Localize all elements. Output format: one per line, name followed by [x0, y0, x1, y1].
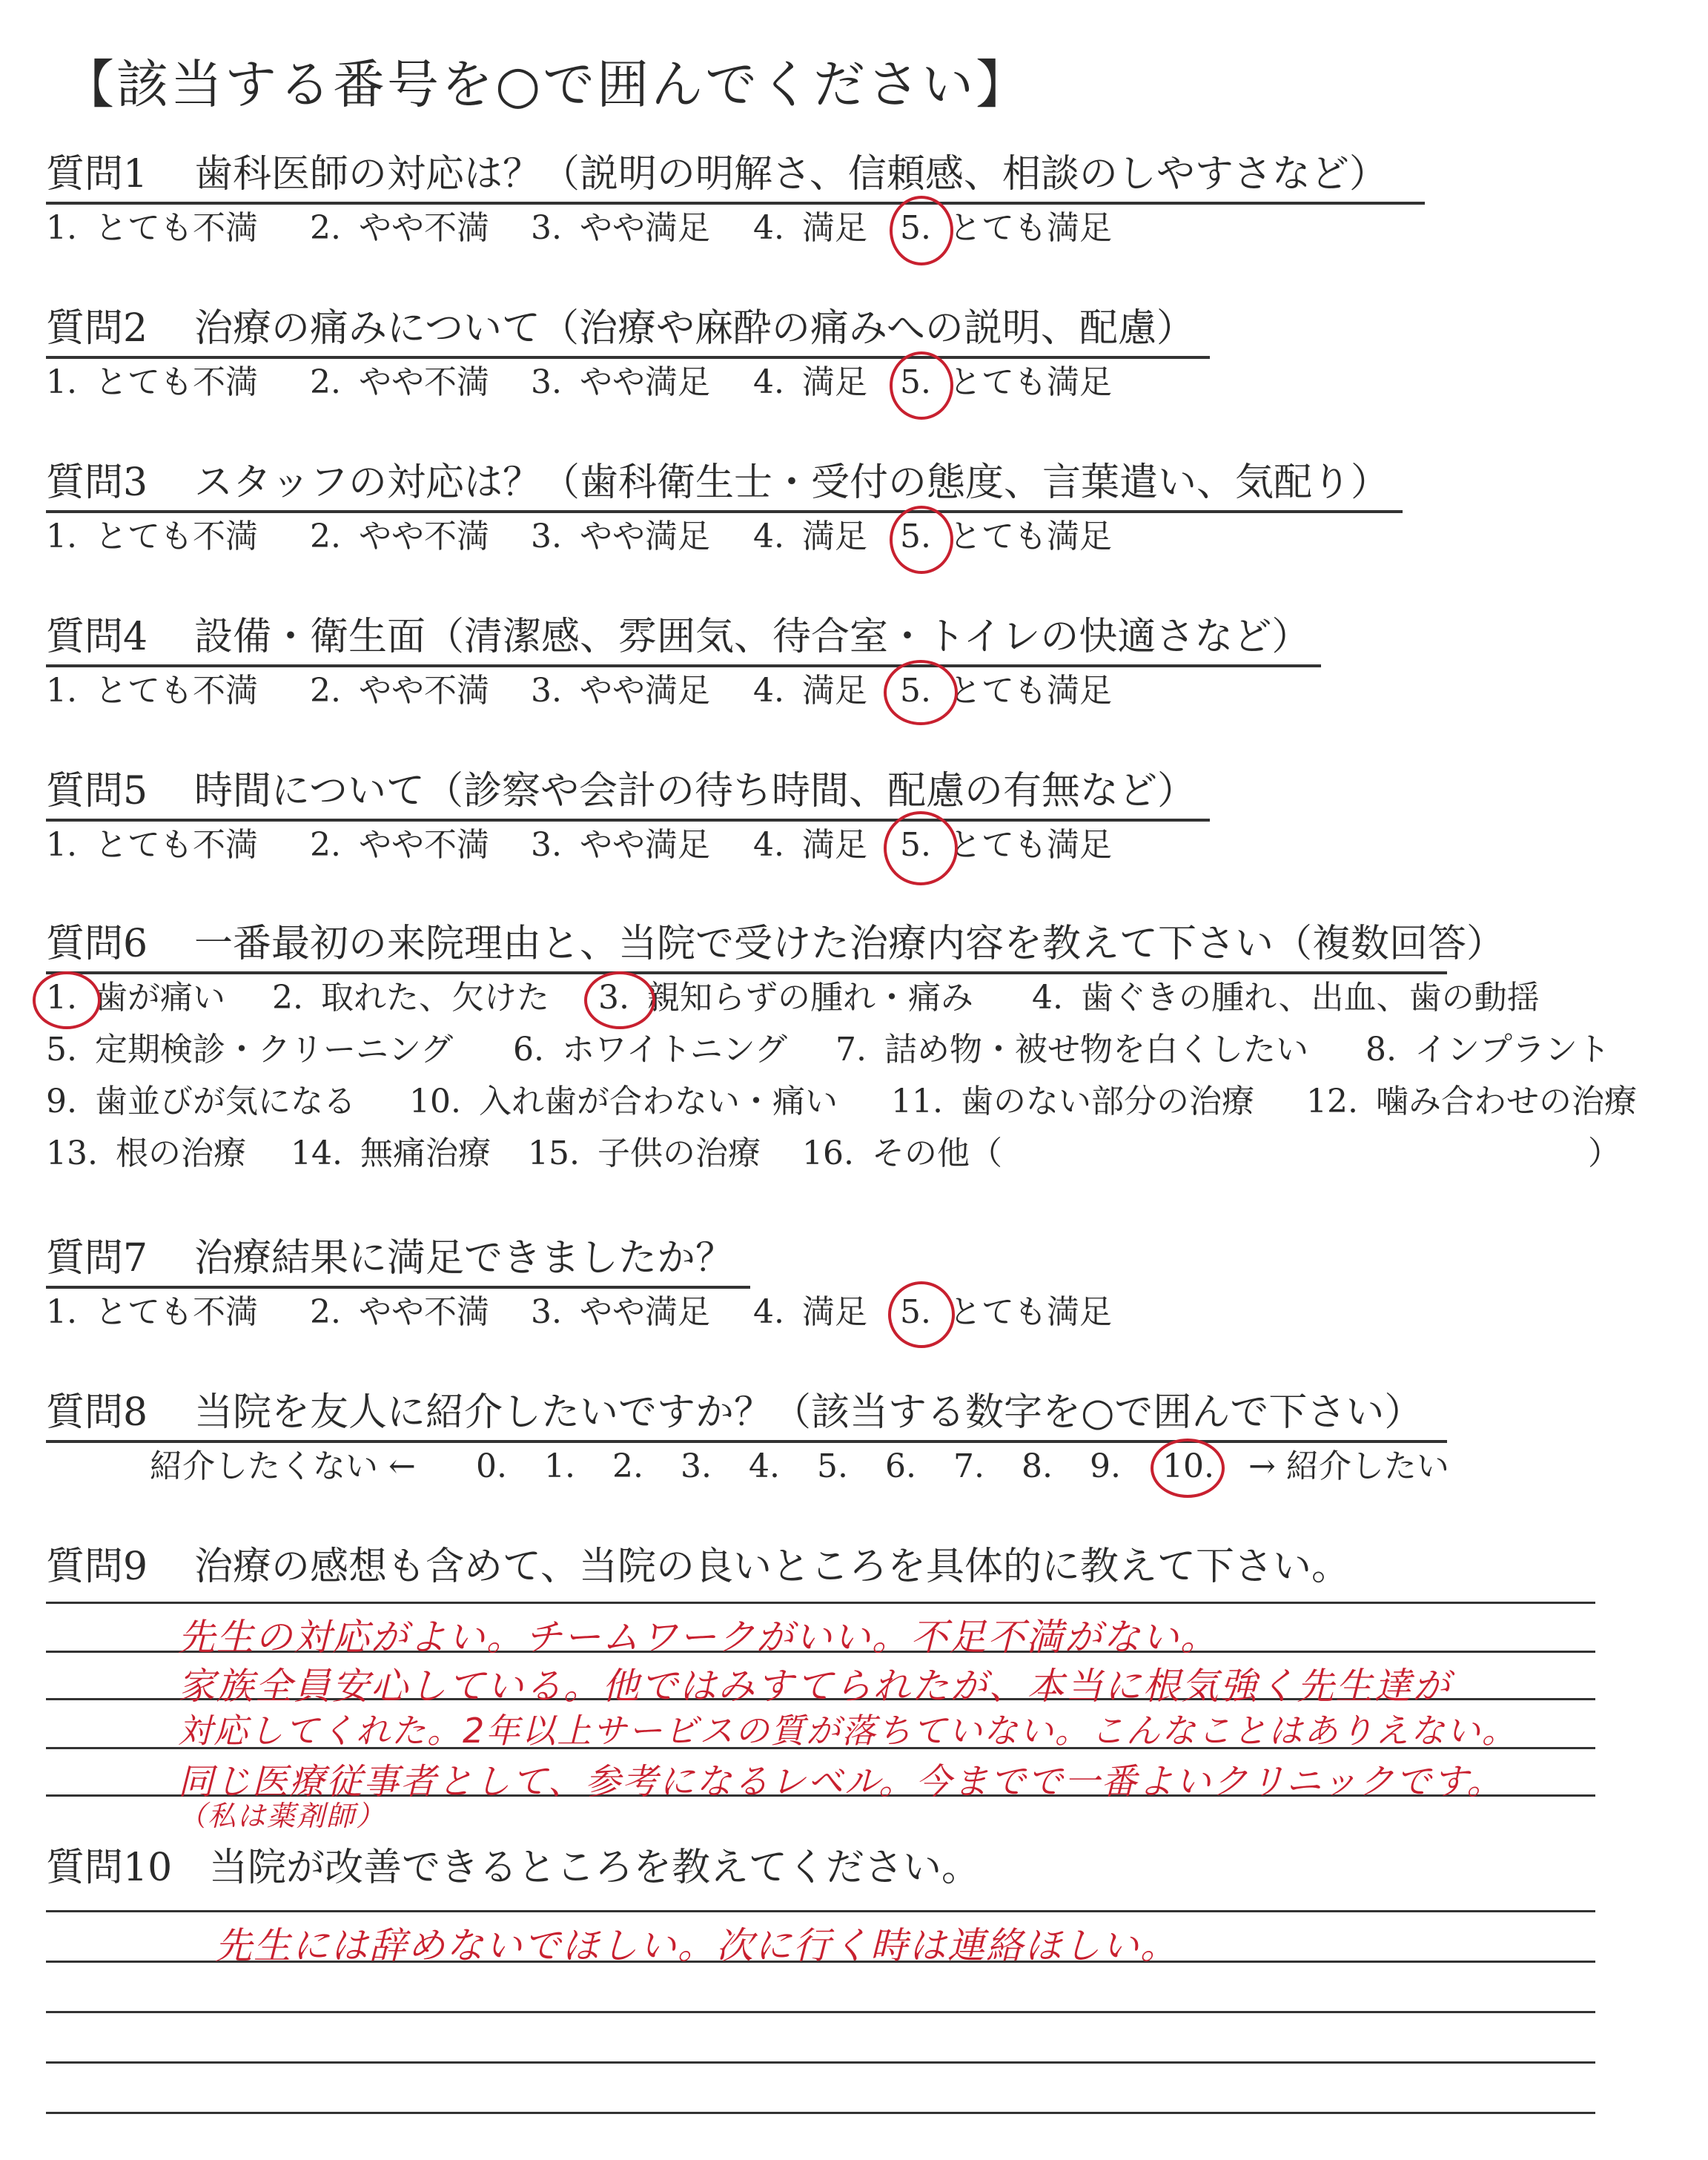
option-label: 無痛治療: [360, 1135, 491, 1172]
option-label: とても不満: [94, 1293, 258, 1331]
option-1[interactable]: [46, 515, 258, 559]
handwritten-answer-line-1: 先生の対応がよい。チームワークがいい。不足不満がない。: [178, 1616, 1219, 1659]
option-number: 1.: [46, 826, 77, 864]
option-3[interactable]: [531, 515, 710, 559]
option-number: 5.: [900, 672, 931, 710]
scale-number: 7.: [953, 1447, 984, 1485]
option-label: とても満足: [948, 672, 1112, 710]
option-number: 2.: [310, 672, 341, 710]
option-number: 1.: [46, 518, 77, 555]
option-number: 8.: [1366, 1031, 1397, 1069]
question-number: 質問6: [46, 922, 148, 966]
option-label: やや満足: [579, 363, 710, 401]
q6-other-close-paren: [1588, 1132, 1621, 1176]
question-number: 質問1: [46, 152, 148, 196]
question-2-header: [46, 301, 1210, 359]
option-number: 2.: [310, 826, 341, 864]
option-1[interactable]: [46, 669, 258, 713]
option-number: 5.: [900, 209, 931, 247]
option-label: とても満足: [948, 363, 1112, 401]
question-6-row-4: [46, 1132, 1662, 1176]
option-number: 4.: [753, 1293, 784, 1331]
option-label: とても満足: [948, 518, 1112, 555]
scale-left-text: 紹介したくない ←: [150, 1447, 416, 1485]
q6-option-4[interactable]: [1032, 976, 1540, 1020]
question-text: 歯科医師の対応は？（説明の明解さ、信頼感、相談のしやすさなど）: [194, 152, 1388, 196]
option-number: 3.: [531, 672, 562, 710]
q6-option-15[interactable]: [528, 1132, 761, 1176]
option-1[interactable]: [46, 823, 258, 868]
option-number: 2.: [310, 363, 341, 401]
question-text: 治療の感想も含めて、当院の良いところを具体的に教えて下さい。: [194, 1545, 1350, 1589]
option-number: 13.: [46, 1135, 98, 1172]
option-4[interactable]: [753, 360, 867, 405]
question-text: 一番最初の来院理由と、当院で受けた治療内容を教えて下さい（複数回答）: [194, 922, 1506, 966]
option-number: 3.: [531, 363, 562, 401]
option-label: 歯ぐきの腫れ、出血、歯の動揺: [1080, 979, 1540, 1017]
question-number: 質問7: [46, 1236, 148, 1281]
scale-left-label: [150, 1444, 416, 1489]
option-label: 満足: [801, 363, 867, 401]
option-4[interactable]: [753, 515, 867, 559]
scale-number: 8.: [1022, 1447, 1053, 1485]
option-label: 満足: [801, 209, 867, 247]
option-label: ホワイトニング: [561, 1031, 788, 1069]
scale-7[interactable]: [953, 1444, 984, 1489]
scale-8[interactable]: [1022, 1444, 1053, 1489]
question-1-header: [46, 147, 1425, 205]
q6-option-7[interactable]: [835, 1028, 1308, 1072]
question-number: 質問5: [46, 769, 148, 813]
option-number: 2.: [310, 518, 341, 555]
option-label: とても不満: [94, 209, 258, 247]
option-number: 12.: [1306, 1083, 1358, 1120]
scale-number: 9.: [1090, 1447, 1121, 1485]
option-number: 4.: [753, 209, 784, 247]
option-label: とても満足: [948, 826, 1112, 864]
option-number: 16.: [802, 1135, 854, 1172]
option-number: 5.: [46, 1031, 77, 1069]
option-number: 5.: [900, 518, 931, 555]
q6-option-8[interactable]: [1366, 1028, 1610, 1072]
scale-number: 10.: [1162, 1447, 1214, 1485]
question-8-header: [46, 1385, 1447, 1443]
q6-option-11[interactable]: [891, 1080, 1254, 1124]
option-3[interactable]: [531, 206, 710, 251]
close-paren: ）: [1588, 1135, 1621, 1172]
option-3[interactable]: [531, 1290, 710, 1335]
option-2[interactable]: [310, 206, 489, 251]
question-6-row-2: [46, 1028, 1662, 1072]
option-number: 5.: [900, 826, 931, 864]
scale-right-text: → 紹介したい: [1248, 1447, 1449, 1485]
option-1[interactable]: [46, 206, 258, 251]
option-label: やや不満: [358, 672, 489, 710]
handwritten-note: （私は薬剤師）: [178, 1800, 386, 1832]
q6-option-13[interactable]: [46, 1132, 246, 1176]
scale-4[interactable]: [749, 1444, 780, 1489]
option-1[interactable]: [46, 1290, 258, 1335]
option-2[interactable]: [310, 515, 489, 559]
option-4[interactable]: [753, 1290, 867, 1335]
option-label: 詰め物・被せ物を白くしたい: [884, 1031, 1308, 1069]
option-number: 4.: [753, 672, 784, 710]
scale-number: 3.: [681, 1447, 712, 1485]
q6-option-6[interactable]: [513, 1028, 787, 1072]
option-label: 満足: [801, 672, 867, 710]
scale-0[interactable]: [476, 1444, 507, 1489]
option-number: 3.: [531, 1293, 562, 1331]
option-label: 満足: [801, 1293, 867, 1331]
option-label: 親知らずの腫れ・痛み: [646, 979, 973, 1017]
q6-option-10[interactable]: [409, 1080, 838, 1124]
question-6-row-1: [46, 976, 1662, 1020]
question-4-header: [46, 610, 1321, 667]
option-2[interactable]: [310, 669, 489, 713]
scale-right-label: [1248, 1444, 1449, 1489]
option-number: 4.: [753, 363, 784, 401]
scale-5[interactable]: [817, 1444, 848, 1489]
question-text: 治療結果に満足できましたか？: [194, 1236, 735, 1281]
option-label: 噛み合わせの治療: [1375, 1083, 1637, 1120]
option-label: 取れた、欠けた: [320, 979, 549, 1017]
question-6-header: [46, 916, 1506, 974]
option-label: 歯が痛い: [94, 979, 225, 1017]
option-5[interactable]: [900, 823, 1112, 868]
option-label: 定期検診・クリーニング: [94, 1031, 454, 1069]
option-label: 歯のない部分の治療: [960, 1083, 1254, 1120]
option-number: 1.: [46, 209, 77, 247]
question-7-header: [46, 1231, 750, 1289]
q6-option-14[interactable]: [291, 1132, 491, 1176]
option-number: 2.: [310, 1293, 341, 1331]
question-text: 治療の痛みについて（治療や麻酔の痛みへの説明、配慮）: [194, 306, 1195, 351]
option-number: 15.: [528, 1135, 580, 1172]
option-label: やや不満: [358, 209, 489, 247]
answer-line: [46, 2112, 1595, 2114]
option-number: 2.: [310, 209, 341, 247]
question-text: 時間について（診察や会計の待ち時間、配慮の有無など）: [194, 769, 1196, 813]
question-6-row-3: [46, 1080, 1662, 1124]
option-label: 満足: [801, 826, 867, 864]
option-3[interactable]: [531, 823, 710, 868]
scale-6[interactable]: [885, 1444, 916, 1489]
scale-10[interactable]: [1162, 1444, 1214, 1489]
question-5-header: [46, 764, 1210, 822]
option-number: 5.: [900, 363, 931, 401]
option-number: 3.: [531, 518, 562, 555]
option-1[interactable]: [46, 360, 258, 405]
option-5[interactable]: [900, 515, 1112, 559]
option-number: 6.: [513, 1031, 544, 1069]
option-number: 3.: [531, 209, 562, 247]
option-label: 歯並びが気になる: [94, 1083, 356, 1120]
option-number: 4.: [1032, 979, 1063, 1017]
option-number: 1.: [46, 979, 77, 1017]
q6-option-5[interactable]: [46, 1028, 453, 1072]
scale-9[interactable]: [1090, 1444, 1121, 1489]
option-5[interactable]: [900, 360, 1112, 405]
handwritten-improvement: 先生には辞めないでほしい。次に行く時は連絡ほしい。: [215, 1924, 1179, 1967]
question-number: 質問2: [46, 306, 148, 351]
scale-1[interactable]: [544, 1444, 575, 1489]
option-label: やや不満: [358, 363, 489, 401]
q6-option-2[interactable]: [272, 976, 549, 1020]
answer-line: [46, 2061, 1595, 2064]
option-5[interactable]: [900, 206, 1112, 251]
option-number: 3.: [531, 826, 562, 864]
q6-option-12[interactable]: [1306, 1080, 1637, 1124]
option-number: 4.: [753, 826, 784, 864]
option-label: とても不満: [94, 518, 258, 555]
scale-number: 6.: [885, 1447, 916, 1485]
answer-line: [46, 1602, 1595, 1604]
option-label: 満足: [801, 518, 867, 555]
q6-option-1[interactable]: [46, 976, 225, 1020]
q6-option-3[interactable]: [598, 976, 973, 1020]
option-number: 14.: [291, 1135, 342, 1172]
option-number: 1.: [46, 363, 77, 401]
question-number: 質問10: [46, 1846, 173, 1890]
option-label: インプラント: [1414, 1031, 1610, 1069]
option-5[interactable]: [900, 669, 1112, 713]
option-4[interactable]: [753, 206, 867, 251]
option-label: やや不満: [358, 518, 489, 555]
option-3[interactable]: [531, 669, 710, 713]
option-number: 9.: [46, 1083, 77, 1120]
option-label: とても満足: [948, 1293, 1112, 1331]
answer-line: [46, 2011, 1595, 2013]
scale-number: 0.: [476, 1447, 507, 1485]
option-number: 10.: [409, 1083, 461, 1120]
option-number: 7.: [835, 1031, 867, 1069]
option-2[interactable]: [310, 360, 489, 405]
option-label: やや満足: [579, 1293, 710, 1331]
scale-number: 1.: [544, 1447, 575, 1485]
scale-number: 4.: [749, 1447, 780, 1485]
option-4[interactable]: [753, 669, 867, 713]
option-label: やや満足: [579, 518, 710, 555]
option-label: やや満足: [579, 672, 710, 710]
option-5[interactable]: [900, 1290, 1112, 1335]
q6-option-9[interactable]: [46, 1080, 356, 1124]
option-label: その他（: [871, 1135, 1002, 1172]
option-2[interactable]: [310, 1290, 489, 1335]
question-3-header: [46, 455, 1403, 513]
q6-option-16[interactable]: [802, 1132, 1002, 1176]
option-label: とても不満: [94, 672, 258, 710]
option-number: 2.: [272, 979, 303, 1017]
option-2[interactable]: [310, 823, 489, 868]
question-text: 設備・衛生面（清潔感、雰囲気、待合室・トイレの快適さなど）: [194, 615, 1311, 659]
handwritten-answer-line-4: 同じ医療従事者として、参考になるレベル。今までで一番よいクリニックです。: [178, 1761, 1504, 1803]
option-label: やや不満: [358, 826, 489, 864]
handwritten-answer-line-2: 家族全員安心している。他ではみすてられたが、本当に根気強く先生達が: [178, 1665, 1452, 1708]
question-number: 質問9: [46, 1545, 148, 1589]
option-3[interactable]: [531, 360, 710, 405]
option-label: やや満足: [579, 209, 710, 247]
option-label: とても不満: [94, 363, 258, 401]
option-label: 子供の治療: [597, 1135, 761, 1172]
question-text: 当院を友人に紹介したいですか？（該当する数字を○で囲んで下さい）: [194, 1390, 1423, 1435]
scale-number: 5.: [817, 1447, 848, 1485]
option-label: 根の治療: [115, 1135, 246, 1172]
option-label: とても不満: [94, 826, 258, 864]
option-number: 3.: [598, 979, 629, 1017]
answer-line: [46, 1910, 1595, 1912]
option-number: 1.: [46, 672, 77, 710]
scale-3[interactable]: [681, 1444, 712, 1489]
option-4[interactable]: [753, 823, 867, 868]
option-label: 入れ歯が合わない・痛い: [478, 1083, 838, 1120]
question-text: 当院が改善できるところを教えてください。: [209, 1846, 981, 1890]
option-number: 4.: [753, 518, 784, 555]
option-label: とても満足: [948, 209, 1112, 247]
question-number: 質問4: [46, 615, 148, 659]
question-8-scale: [46, 1444, 1662, 1489]
option-number: 1.: [46, 1293, 77, 1331]
question-text: スタッフの対応は？（歯科衛生士・受付の態度、言葉遣い、気配り）: [194, 460, 1390, 505]
scale-number: 2.: [612, 1447, 643, 1485]
question-number: 質問3: [46, 460, 148, 505]
question-10-header: [46, 1840, 1380, 1895]
option-label: やや不満: [358, 1293, 489, 1331]
option-label: やや満足: [579, 826, 710, 864]
option-number: 5.: [900, 1293, 931, 1331]
scale-2[interactable]: [612, 1444, 643, 1489]
question-9-header: [46, 1539, 1380, 1594]
page-title: 【該当する番号を○で囲んでください】: [62, 54, 1030, 115]
option-number: 11.: [891, 1083, 943, 1120]
handwritten-answer-line-3: 対応してくれた。2年以上サービスの質が落ちていない。こんなことはありえない。: [178, 1711, 1517, 1751]
question-number: 質問8: [46, 1390, 148, 1435]
